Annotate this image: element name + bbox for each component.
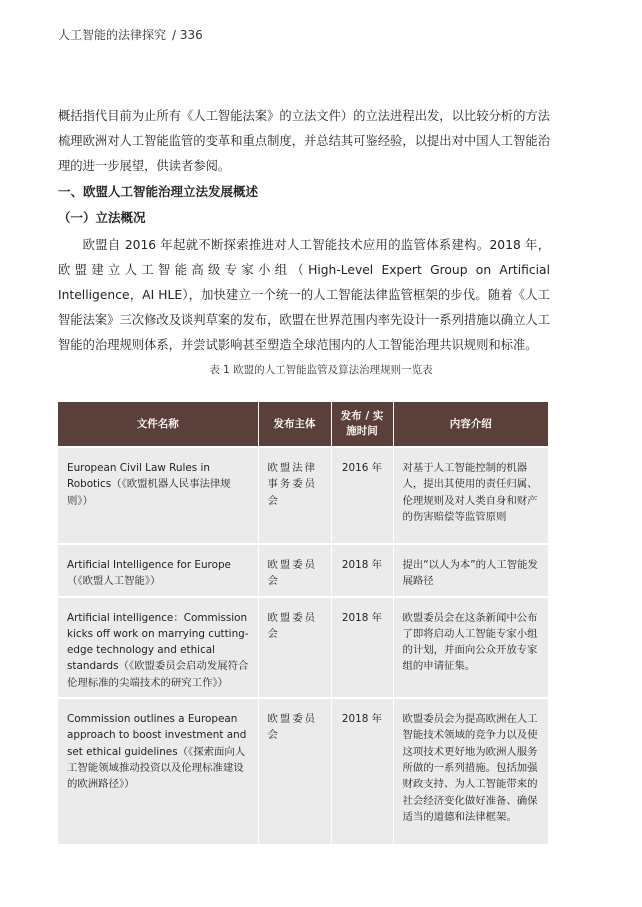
cell-time: 2016 年 xyxy=(331,447,393,544)
header-document-name: 文件名称 xyxy=(58,402,258,447)
cell-document-name: European Civil Law Rules in Robotics（《欧盟机器人民事法律规则》） xyxy=(58,447,258,544)
header-content: 内容介绍 xyxy=(393,402,548,447)
section-heading: 一、欧盟人工智能治理立法发展概述 xyxy=(58,184,259,199)
cell-content: 欧盟委员会在这条新闻中公布了即将启动人工智能专家小组的计划，并面向公众开放专家组的申请征集。 xyxy=(393,597,548,698)
cell-time: 2018 年 xyxy=(331,544,393,597)
book-title: 人工智能的法律探究 xyxy=(58,28,167,42)
cell-document-name: Commission outlines a European approach to boost investment and set ethical guidelines（《探索面向人工智能领域推动投资以及伦理标准建设的欧洲路径》） xyxy=(58,698,258,844)
cell-issuer: 欧盟委员会 xyxy=(258,597,331,698)
table-row xyxy=(58,447,548,544)
section-paragraph-block xyxy=(58,233,550,358)
header-issuer: 发布主体 xyxy=(258,402,331,447)
running-header xyxy=(58,26,203,43)
page-number: / 336 xyxy=(172,28,203,42)
cell-time: 2018 年 xyxy=(331,698,393,844)
regulation-table xyxy=(58,402,548,844)
cell-content: 对基于人工智能控制的机器人，提出其使用的责任归属、伦理规则及对人类自身和财产的伤害赔偿等监管原则 xyxy=(393,447,548,544)
table-row xyxy=(58,698,548,844)
cell-document-name: Artificial intelligence：Commission kicks off work on marrying cutting-edge technology and ethical standards（《欧盟委员会启动发展符合伦理标准的尖端技术的研究工作》） xyxy=(58,597,258,698)
subsection-heading: （一）立法概况 xyxy=(58,210,146,225)
cell-issuer: 欧盟委员会 xyxy=(258,698,331,844)
cell-time: 2018 年 xyxy=(331,597,393,698)
cell-issuer: 欧盟法律事务委员会 xyxy=(258,447,331,544)
intro-paragraph: 概括指代目前为止所有《人工智能法案》的立法文件）的立法进程出发，以比较分析的方法梳理欧洲对人工智能监管的变革和重点制度，并总结其可鉴经验，以提出对中国人工智能治理的进一步展望，供读者参阅。 xyxy=(58,109,550,173)
table-row xyxy=(58,544,548,597)
cell-content: 欧盟委员会为提高欧洲在人工智能技术领域的竞争力以及使这项技术更好地为欧洲人服务所做的一系列措施。包括加强财政支持、为人工智能带来的社会经济变化做好准备、确保适当的道德和法律框架。 xyxy=(393,698,548,844)
table-caption: 表 1 欧盟的人工智能监管及算法治理规则一览表 xyxy=(209,364,433,376)
header-time: 发布 / 实施时间 xyxy=(331,402,393,447)
cell-content: 提出“以人为本”的人工智能发展路径 xyxy=(393,544,548,597)
intro-paragraph-block xyxy=(58,104,550,179)
section-paragraph: 欧盟自 2016 年起就不断探索推进对人工智能技术应用的监管体系建构。2018 年，欧盟建立人工智能高级专家小组（High-Level Expert Group on Artificial Intelligence，AI HLE），加快建立一个统一的人工智能法律监管框架的步伐。随着《人工智能法案》三次修改及谈判草案的发布，欧盟在世界范围内率先设计一系列措施以确立人工智能的治理规则体系，并尝试影响甚至塑造全球范围内的人工智能治理共识规则和标准。 xyxy=(58,238,550,352)
table-header-row xyxy=(58,402,548,447)
cell-issuer: 欧盟委员会 xyxy=(258,544,331,597)
cell-document-name: Artificial Intelligence for Europe（《欧盟人工智能》） xyxy=(58,544,258,597)
table-row xyxy=(58,597,548,698)
